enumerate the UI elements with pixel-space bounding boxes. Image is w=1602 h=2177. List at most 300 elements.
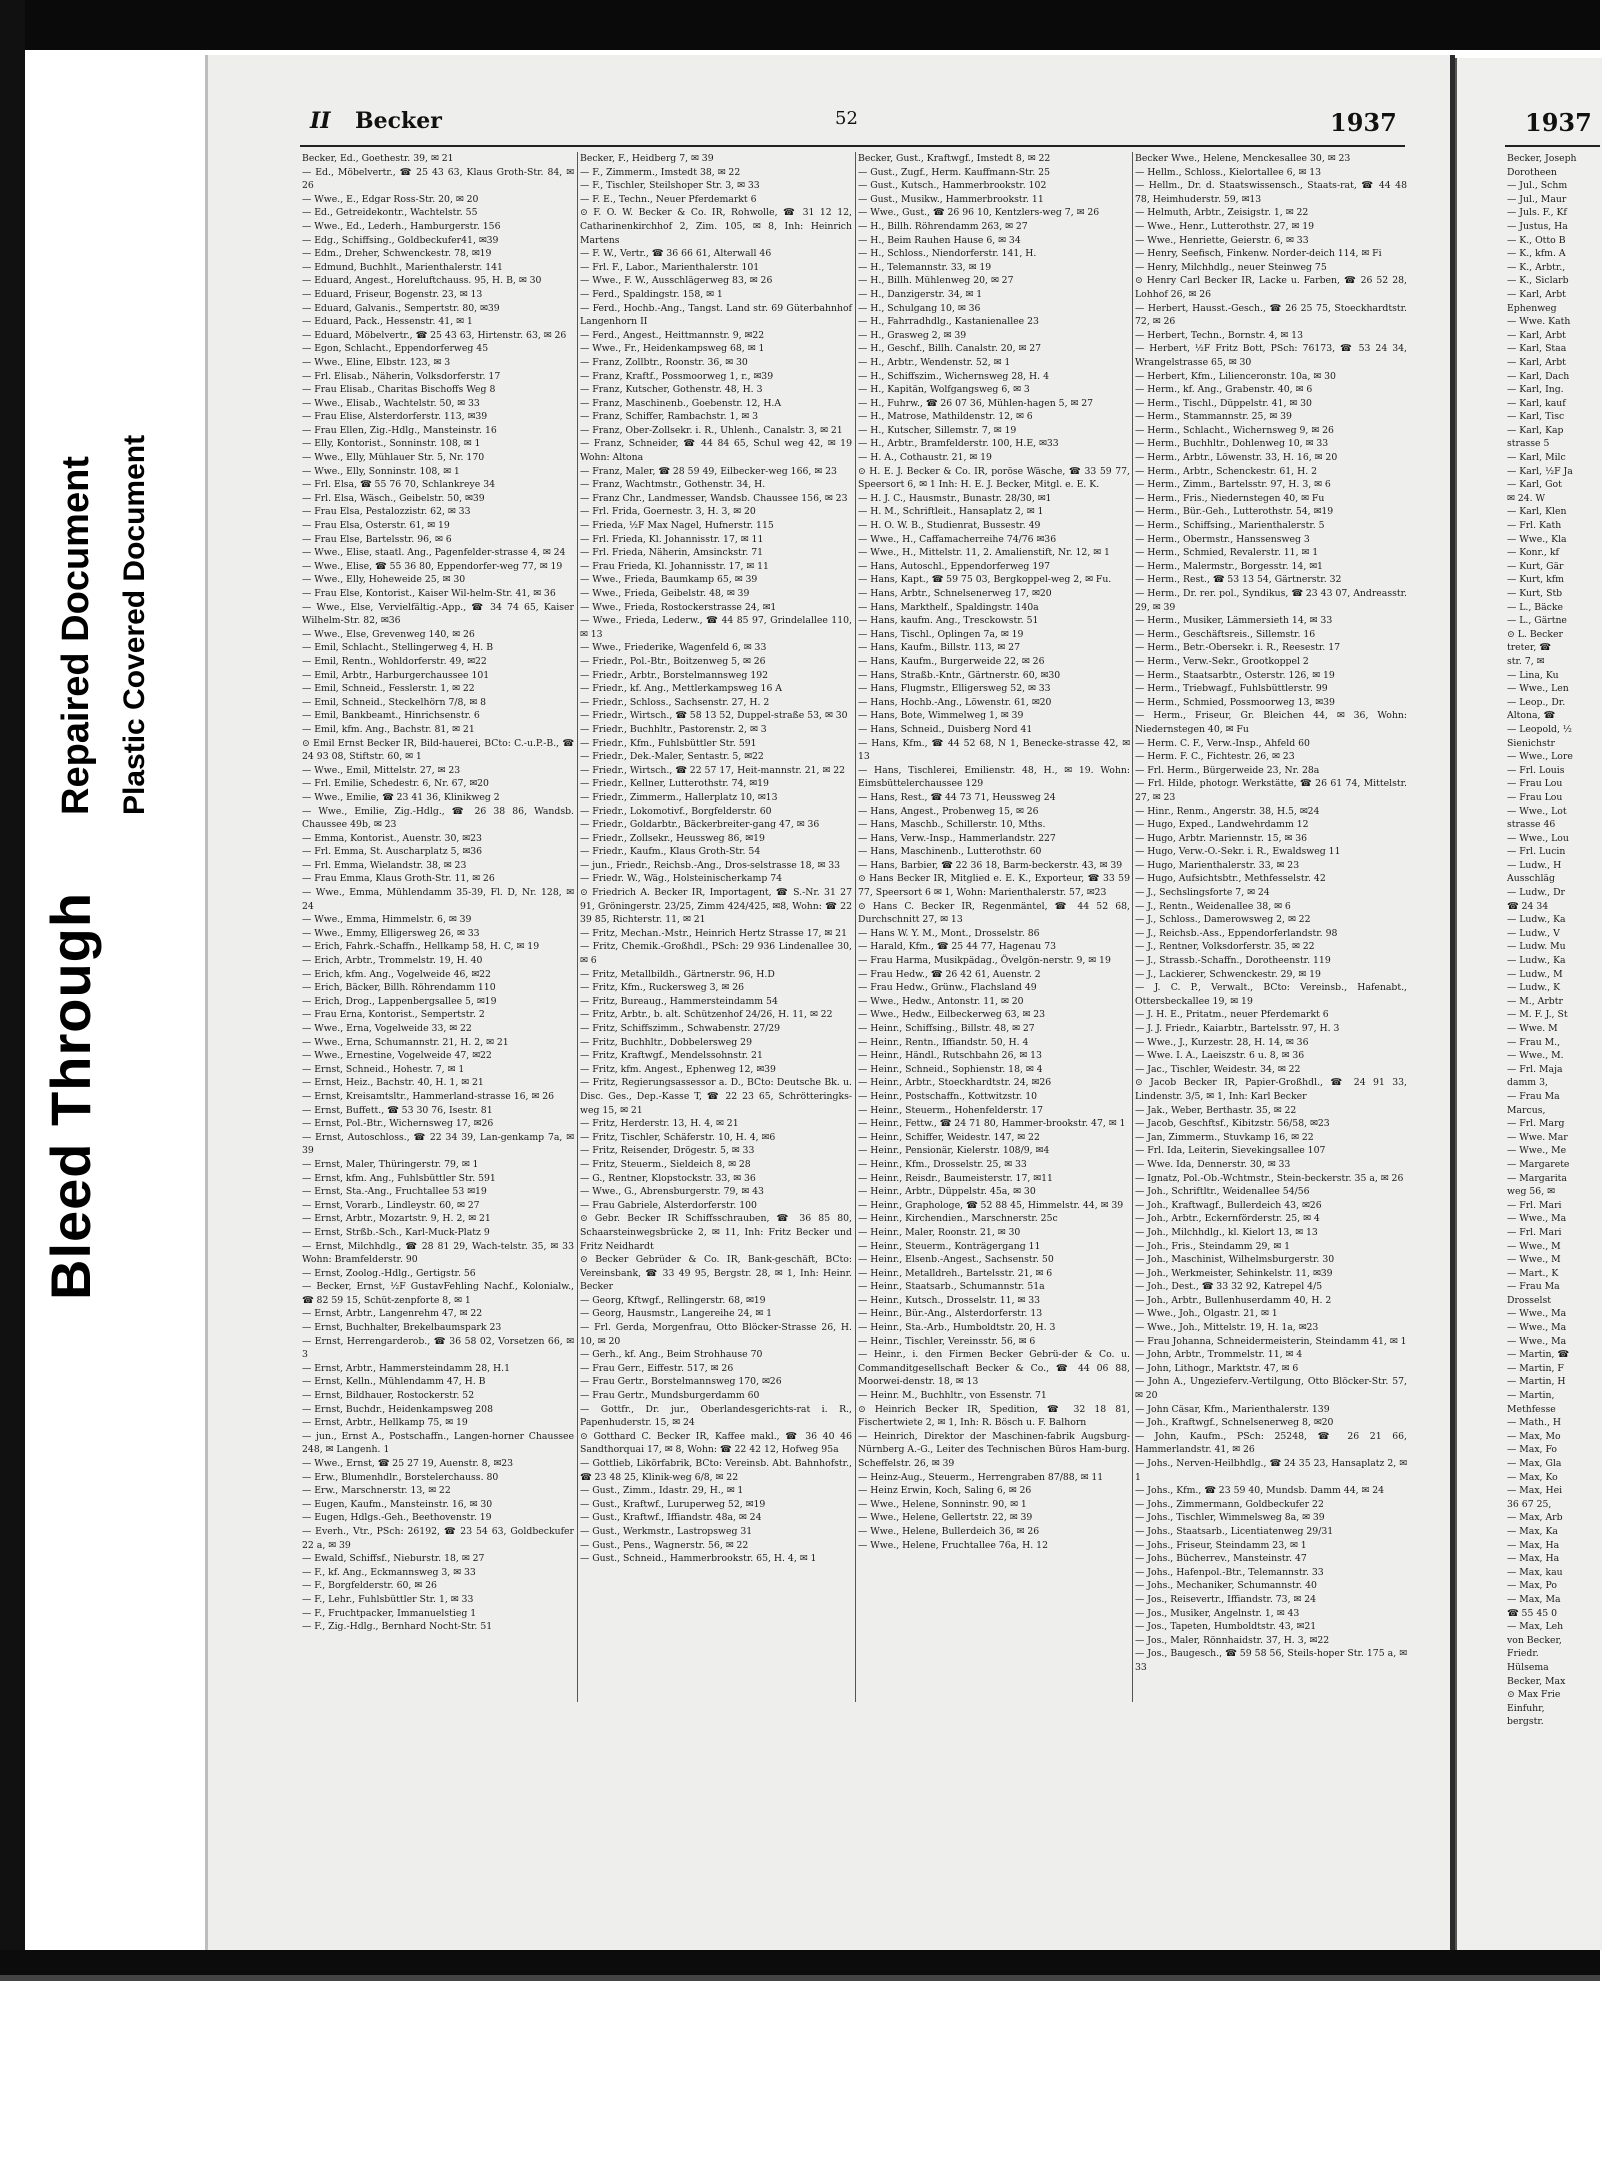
directory-entry: ⊙ F. O. W. Becker & Co. IR, Rohwolle, ☎ 31 12 12, Catharinenkirchhof 2, Zim. 105, ✉ 8, Inh: Heinrich Martens bbox=[580, 207, 852, 246]
directory-entry: — Edm., Dreher, Schwenckestr. 78, ✉19 bbox=[302, 248, 492, 260]
directory-entry: — Fritz, Herderstr. 13, H. 4, ✉ 21 bbox=[580, 1118, 739, 1130]
directory-entry: — F., Zig.-Hdlg., Bernhard Nocht-Str. 51 bbox=[302, 1621, 493, 1633]
directory-entry: — Wwe. I. A., Laeiszstr. 6 u. 8, ✉ 36 bbox=[1135, 1050, 1305, 1062]
directory-entry: — John Cäsar, Kfm., Marienthalerstr. 139 bbox=[1135, 1403, 1330, 1415]
directory-entry: — Wwe., Emma, Himmelstr. 6, ✉ 39 bbox=[302, 914, 472, 926]
directory-entry: — Heinr., Steuerm., Hohenfelderstr. 17 bbox=[858, 1104, 1043, 1116]
facing-page-entry: — M., Arbtr bbox=[1507, 995, 1563, 1007]
directory-entry: — Wwe., Else, Grevenweg 140, ✉ 26 bbox=[302, 628, 475, 640]
directory-entry: — Wwe., Elisab., Wachtelstr. 50, ✉ 33 bbox=[302, 397, 480, 409]
directory-entry: — Wwe., Else, Vervielfältig.-App., ☎ 34 74 65, Kaiser Wilhelm-Str. 82, ✉36 bbox=[302, 601, 574, 627]
directory-entry: — Wwe., Eline, Elbstr. 123, ✉ 3 bbox=[302, 356, 451, 368]
directory-entry: — Jan, Zimmerm., Stuvkamp 16, ✉ 22 bbox=[1135, 1131, 1314, 1143]
repaired-document-label: Repaired Document bbox=[55, 456, 97, 815]
directory-entry: — Ernst, Strßb.-Sch., Karl-Muck-Platz 9 bbox=[302, 1226, 490, 1238]
directory-entry: — Ernst, Arbtr., Mozartstr. 9, H. 2, ✉ 21 bbox=[302, 1213, 491, 1225]
directory-entry: — Heinr., Händl., Rutschbahn 26, ✉ 13 bbox=[858, 1050, 1042, 1062]
facing-page-entry: strasse 5 bbox=[1507, 438, 1550, 450]
directory-entry: — Johs., Mechaniker, Schumannstr. 40 bbox=[1135, 1580, 1317, 1592]
directory-column-3 bbox=[858, 152, 1130, 1702]
facing-year-label: 1937 bbox=[1525, 108, 1592, 137]
directory-entry: — J., Rentner, Volksdorferstr. 35, ✉ 22 bbox=[1135, 941, 1315, 953]
directory-entry: — Hinr., Renm., Angerstr. 38, H.5, ✉24 bbox=[1135, 805, 1320, 817]
directory-entry: — Erich, Arbtr., Trommelstr. 19, H. 40 bbox=[302, 955, 483, 967]
facing-page-entry: — Math., H bbox=[1507, 1417, 1562, 1429]
facing-page-entry: — Ludw., Dr bbox=[1507, 887, 1565, 899]
directory-entry: — Joh., Dest., ☎ 33 32 92, Katrepel 4/5 bbox=[1135, 1281, 1323, 1293]
directory-entry: — Friedr., Arbtr., Borstelmannsweg 192 bbox=[580, 669, 769, 681]
scan-frame-top bbox=[0, 0, 1600, 50]
facing-page-entry: — Karl, kauf bbox=[1507, 397, 1566, 409]
directory-entry: — Hans, Straßb.-Kntr., Gärtnerstr. 60, ✉30 bbox=[858, 669, 1061, 681]
facing-page-entry: — Juls. F., Kf bbox=[1507, 207, 1567, 219]
directory-entry: — Herm. F. C., Fichtestr. 26, ✉ 23 bbox=[1135, 751, 1295, 763]
directory-entry: — Frau Gabriele, Alsterdorferstr. 100 bbox=[580, 1199, 757, 1211]
directory-entry: — Johs., Tischler, Wimmelsweg 8a, ✉ 39 bbox=[1135, 1512, 1325, 1524]
facing-page-entry: strasse 46 bbox=[1507, 819, 1556, 831]
facing-page-entry: — Max, Hei bbox=[1507, 1485, 1563, 1497]
directory-entry: — Heinr., Metalldreh., Bartelsstr. 21, ✉ 6 bbox=[858, 1267, 1053, 1279]
directory-entry: — Frl. Frieda, Näherin, Amsinckstr. 71 bbox=[580, 547, 764, 559]
directory-entry: — J. H. E., Pritatm., neuer Pferdemarkt 6 bbox=[1135, 1009, 1329, 1021]
page-number: 52 bbox=[835, 108, 858, 129]
directory-entry: — Frl. Ida, Leiterin, Sievekingsallee 107 bbox=[1135, 1145, 1326, 1157]
directory-entry: — Joh., Werkmeister, Sehinkelstr. 11, ✉39 bbox=[1135, 1267, 1333, 1279]
directory-entry: — Joh., Kraftwgf., Schnelsenerweg 8, ✉20 bbox=[1135, 1417, 1334, 1429]
directory-entry: — Wwe., Helene, Bullerdeich 36, ✉ 26 bbox=[858, 1525, 1040, 1537]
directory-entry: — Hans, Tischl., Oplingen 7a, ✉ 19 bbox=[858, 628, 1024, 640]
facing-page-entry: — Frau Lou bbox=[1507, 791, 1563, 803]
directory-entry: — Frau Elsa, Osterstr. 61, ✉ 19 bbox=[302, 520, 450, 532]
directory-entry: — Jos., Maler, Rönnhaidstr. 37, H. 3, ✉22 bbox=[1135, 1634, 1330, 1646]
facing-page-entry: — Martin, ☎ bbox=[1507, 1349, 1569, 1361]
directory-entry: — Herm. C. F., Verw.-Insp., Ahfeld 60 bbox=[1135, 737, 1310, 749]
directory-entry: — Wwe., Helene, Sonninstr. 90, ✉ 1 bbox=[858, 1498, 1027, 1510]
directory-entry: — Jac., Tischler, Weidestr. 34, ✉ 22 bbox=[1135, 1063, 1301, 1075]
directory-entry: — Joh., Kraftwagf., Bullerdeich 43, ✉26 bbox=[1135, 1199, 1322, 1211]
facing-page-entry: — Frl. Louis bbox=[1507, 764, 1565, 776]
facing-page-entry: — Max, Fo bbox=[1507, 1444, 1558, 1456]
directory-entry: — Heinr., Bür.-Ang., Alsterdorferstr. 13 bbox=[858, 1308, 1043, 1320]
directory-entry: — Wwe., Joh., Olgastr. 21, ✉ 1 bbox=[1135, 1308, 1278, 1320]
year-label: 1937 bbox=[1330, 108, 1397, 137]
directory-entry: — Frau Gerr., Eiffestr. 517, ✉ 26 bbox=[580, 1362, 734, 1374]
facing-page-entry: ☎ 55 45 0 bbox=[1507, 1607, 1558, 1619]
directory-entry: — Gust., Kraftwf., Iffiandstr. 48a, ✉ 24 bbox=[580, 1512, 762, 1524]
directory-entry: — Wwe., Joh., Mittelstr. 19, H. 1a, ✉23 bbox=[1135, 1322, 1319, 1334]
facing-page-entry: Hülsema bbox=[1507, 1661, 1549, 1673]
directory-entry: — Joh., Milchhdlg., kl. Kielort 13, ✉ 13 bbox=[1135, 1226, 1318, 1238]
facing-page-entry: — Wwe., M bbox=[1507, 1240, 1561, 1252]
directory-entry: — Wwe., Elly, Sonninstr. 108, ✉ 1 bbox=[302, 465, 460, 477]
directory-entry: — Herm., Zimm., Bartelsstr. 97, H. 3, ✉ 6 bbox=[1135, 479, 1331, 491]
directory-entry: — Frl. Elsa, ☎ 55 76 70, Schlankreye 34 bbox=[302, 479, 496, 491]
directory-entry: — Eduard, Friseur, Bogenstr. 23, ✉ 13 bbox=[302, 288, 483, 300]
facing-page-entry: — Leop., Dr. bbox=[1507, 696, 1566, 708]
directory-entry: Becker Wwe., Helene, Menckesallee 30, ✉ 23 bbox=[1135, 153, 1351, 164]
directory-entry: — Ernst, Buchhalter, Brekelbaumspark 23 bbox=[302, 1322, 502, 1334]
directory-entry: — Franz, Kutscher, Gothenstr. 48, H. 3 bbox=[580, 384, 763, 396]
facing-page-entry: — Karl, Kap bbox=[1507, 424, 1564, 436]
directory-entry: — J., Sechslingsforte 7, ✉ 24 bbox=[1135, 887, 1270, 899]
directory-entry: — Frl. Frieda, Kl. Johannisstr. 17, ✉ 11 bbox=[580, 533, 764, 545]
directory-entry: — Herbert, ½F Fritz Bott, PSch: 76173, ☎ 53 24 34, Wrangelstrasse 65, ✉ 30 bbox=[1135, 343, 1407, 368]
directory-entry: — F., kf. Ang., Eckmannsweg 3, ✉ 33 bbox=[302, 1566, 476, 1578]
directory-entry: — Frl. F., Labor., Marienthalerstr. 101 bbox=[580, 261, 760, 273]
facing-page-entry: — K., Arbtr., bbox=[1507, 261, 1566, 273]
directory-entry: — Ernst, Maler, Thüringerstr. 79, ✉ 1 bbox=[302, 1158, 479, 1170]
directory-entry: — jun., Ernst A., Postschaffn., Langen-horner Chaussee 248, ✉ Langenh. 1 bbox=[302, 1430, 574, 1456]
directory-entry: — Wwe., Elise, ☎ 55 36 80, Eppendorfer-weg 77, ✉ 19 bbox=[302, 560, 563, 572]
directory-entry: — Friedr., Buchhltr., Pastorenstr. 2, ✉ 3 bbox=[580, 723, 767, 735]
directory-entry: — H., Billh. Mühlenweg 20, ✉ 27 bbox=[858, 275, 1014, 287]
directory-entry: ⊙ Hans C. Becker IR, Regenmäntel, ☎ 44 52 68, Durchschnitt 27, ✉ 13 bbox=[858, 900, 1130, 926]
facing-page-entry: — Frl. Marg bbox=[1507, 1118, 1565, 1130]
facing-page-entry: Einfuhr, bbox=[1507, 1702, 1545, 1714]
directory-entry: — Franz, Maschinenb., Goebenstr. 12, H.A bbox=[580, 397, 782, 409]
directory-entry: — Fritz, Schiffszimm., Schwabenstr. 27/29 bbox=[580, 1023, 781, 1034]
directory-entry: — Fritz, Reisender, Drögestr. 5, ✉ 33 bbox=[580, 1145, 755, 1157]
directory-entry: — Heinr., Kirchendien., Marschnerstr. 25c bbox=[858, 1213, 1058, 1225]
directory-entry: ⊙ Heinrich Becker IR, Spedition, ☎ 32 18 81, Fischertwiete 2, ✉ 1, Inh: R. Bösch u. F. Balhorn bbox=[858, 1403, 1130, 1429]
directory-entry: — Joh., Schriftltr., Weidenallee 54/56 bbox=[1135, 1186, 1310, 1198]
facing-page-entry: — Kurt, kfm bbox=[1507, 574, 1564, 586]
facing-page-entry: — Karl, Arbt bbox=[1507, 288, 1566, 300]
directory-entry: — J. J. Friedr., Kaiarbtr., Bartelsstr. 97, H. 3 bbox=[1135, 1023, 1340, 1034]
directory-entry: — Hans, Maschb., Schillerstr. 10, Mths. bbox=[858, 819, 1046, 831]
directory-entry: — Gust., Pens., Wagnerstr. 56, ✉ 22 bbox=[580, 1539, 749, 1551]
facing-page-entry: — Wwe., Len bbox=[1507, 683, 1569, 695]
directory-entry: — Herm., Friseur, Gr. Bleichen 44, ✉ 36, Wohn: Niedernstegen 40, ✉ Fu bbox=[1135, 710, 1407, 735]
facing-page-entry: ⊙ L. Becker bbox=[1507, 628, 1563, 640]
directory-entry: — Fritz, Metallbildh., Gärtnerstr. 96, H.D bbox=[580, 968, 775, 980]
directory-entry: — Frau Else, Bartelsstr. 96, ✉ 6 bbox=[302, 533, 452, 545]
directory-entry: — Wwe., Helene, Gellertstr. 22, ✉ 39 bbox=[858, 1512, 1033, 1524]
directory-entry: — Wwe., Emilie, ☎ 23 41 36, Klinikweg 2 bbox=[302, 791, 500, 803]
directory-entry: — Wwe., J., Kurzestr. 28, H. 14, ✉ 36 bbox=[1135, 1036, 1309, 1048]
directory-entry: — Ernst, Arbtr., Hammersteindamm 28, H.1 bbox=[302, 1362, 511, 1374]
directory-entry: — Jos., Baugesch., ☎ 59 58 56, Steils-hoper Str. 175 a, ✉ 33 bbox=[1135, 1648, 1407, 1673]
directory-entry: — F. W., Vertr., ☎ 36 66 61, Alterwall 46 bbox=[580, 248, 772, 260]
directory-entry: — Emil, Rentn., Wohldorferstr. 49, ✉22 bbox=[302, 655, 487, 667]
directory-entry: — Herm., Musiker, Lämmersieth 14, ✉ 33 bbox=[1135, 615, 1333, 627]
directory-entry: — Fritz, Steuerm., Sieldeich 8, ✉ 28 bbox=[580, 1158, 751, 1170]
directory-entry: — Hans, Flugmstr., Elligersweg 52, ✉ 33 bbox=[858, 683, 1051, 695]
directory-entry: — Heinr., Sta.-Arb., Humboldtstr. 20, H. 3 bbox=[858, 1322, 1056, 1334]
bleed-through-label: Bleed Through bbox=[39, 891, 102, 1300]
directory-entry: — Frl. Emma, St. Auscharplatz 5, ✉36 bbox=[302, 846, 483, 858]
facing-page-entry: — Max, Ko bbox=[1507, 1471, 1558, 1483]
directory-entry: — H., Schloss., Niendorferstr. 141, H. bbox=[858, 248, 1037, 260]
directory-entry: ⊙ Hans Becker IR, Mitglied e. E. K., Exporteur, ☎ 33 59 77, Speersort 6 ✉ 1, Wohn: Marienthalerstr. 57, ✉23 bbox=[858, 873, 1130, 899]
directory-entry: — J. C. P., Verwalt., BCto: Vereinsb., Hafenabt., Ottersbeckallee 19, ✉ 19 bbox=[1135, 982, 1407, 1007]
facing-page-entry: — K., Siclarb bbox=[1507, 275, 1569, 287]
directory-entry: — F., Lehr., Fuhlsbüttler Str. 1, ✉ 33 bbox=[302, 1593, 474, 1605]
directory-entry: — Gust., Schneid., Hammerbrookstr. 65, H. 4, ✉ 1 bbox=[580, 1553, 817, 1565]
facing-page-entry: — Wwe., Ma bbox=[1507, 1213, 1567, 1225]
directory-entry: — Joh., Arbtr., Eckernförderstr. 25, ✉ 4 bbox=[1135, 1213, 1320, 1225]
directory-entry: — Heinr., Arbtr., Düppelstr. 45a, ✉ 30 bbox=[858, 1186, 1036, 1198]
directory-entry: — Friedr., Dek.-Maler, Sentastr. 5, ✉22 bbox=[580, 751, 764, 763]
directory-entry: ⊙ Gotthard C. Becker IR, Kaffee makl., ☎ 36 40 46 Sandthorquai 17, ✉ 8, Wohn: ☎ 22 42 12, Hofweg 95a bbox=[580, 1430, 852, 1456]
directory-column-1 bbox=[302, 152, 574, 1702]
directory-entry: — Heinr., Pensionär, Kielerstr. 108/9, ✉4 bbox=[858, 1145, 1050, 1157]
directory-entry: — Frau Johanna, Schneidermeisterin, Steindamm 41, ✉ 1 bbox=[1135, 1335, 1407, 1347]
directory-entry: — Heinr., Schiffer, Weidestr. 147, ✉ 22 bbox=[858, 1131, 1040, 1143]
facing-page-entry: — K., kfm. A bbox=[1507, 248, 1566, 260]
directory-entry: — Franz, Schiffer, Rambachstr. 1, ✉ 3 bbox=[580, 411, 759, 423]
directory-entry: Becker, F., Heidberg 7, ✉ 39 bbox=[580, 153, 714, 164]
directory-entry: — Frl. Emma, Wielandstr. 38, ✉ 23 bbox=[302, 859, 467, 871]
directory-entry: — Hans, Kaufm., Burgerweide 22, ✉ 26 bbox=[858, 655, 1045, 667]
directory-entry: — Emil, Bankbeamt., Hinrichsenstr. 6 bbox=[302, 710, 480, 722]
directory-entry: — Ed., Möbelvertr., ☎ 25 43 63, Klaus Groth-Str. 84, ✉ 26 bbox=[302, 166, 574, 192]
directory-entry: — Herm., Staatsarbtr., Osterstr. 126, ✉ 19 bbox=[1135, 669, 1335, 681]
facing-page-column bbox=[1507, 152, 1600, 1728]
facing-page-entry: Friedr. bbox=[1507, 1648, 1539, 1660]
directory-entry: — Gust., Zimm., Idastr. 29, H., ✉ 1 bbox=[580, 1485, 744, 1497]
directory-entry: — Ferd., Hochb.-Ang., Tangst. Land str. 69 Güterbahnhof Langenhorn II bbox=[580, 302, 852, 328]
facing-page-entry: Altona, ☎ bbox=[1507, 710, 1556, 722]
directory-entry: — Frau Elsa, Pestalozzistr. 62, ✉ 33 bbox=[302, 506, 471, 518]
facing-page-entry: von Becker, bbox=[1507, 1634, 1562, 1646]
directory-entry: — Franz, Zollbtr., Roonstr. 36, ✉ 30 bbox=[580, 356, 748, 368]
directory-entry: — Heinr., Steuerm., Konträgergang 11 bbox=[858, 1240, 1041, 1252]
directory-entry: — Wwe., Elise, staatl. Ang., Pagenfelder-strasse 4, ✉ 24 bbox=[302, 547, 566, 559]
directory-entry: — Herm., Triebwagf., Fuhlsbüttlerstr. 99 bbox=[1135, 683, 1328, 695]
directory-entry: — Wwe., Emmy, Elligersweg 26, ✉ 33 bbox=[302, 927, 480, 939]
directory-entry: — Georg, Hausmstr., Langereihe 24, ✉ 1 bbox=[580, 1308, 773, 1320]
directory-entry: — F., Zimmerm., Imstedt 38, ✉ 22 bbox=[580, 166, 741, 178]
facing-page-entry: Ausschläg bbox=[1507, 873, 1555, 885]
directory-entry: — Emma, Kontorist., Auenstr. 30, ✉23 bbox=[302, 832, 482, 844]
directory-entry: — H., Kapitän, Wolfgangsweg 6, ✉ 3 bbox=[858, 384, 1030, 396]
facing-page-entry: — Wwe., Lou bbox=[1507, 832, 1569, 844]
directory-entry: — Frau Elise, Alsterdorferstr. 113, ✉39 bbox=[302, 411, 488, 423]
directory-entry: — Herm., Verw.-Sekr., Grootkoppel 2 bbox=[1135, 655, 1309, 667]
directory-entry: — Wwe., Erna, Schumannstr. 21, H. 2, ✉ 21 bbox=[302, 1036, 509, 1048]
facing-page-entry: weg 56, ✉ bbox=[1507, 1186, 1555, 1198]
scan-frame-left bbox=[0, 0, 25, 1975]
directory-entry: — Jacob, Geschftsf., Kibitzstr. 56/58, ✉23 bbox=[1135, 1118, 1330, 1130]
facing-page-entry: — Justus, Ha bbox=[1507, 220, 1568, 232]
directory-entry: — Herm., Arbtr., Schenckestr. 61, H. 2 bbox=[1135, 465, 1318, 477]
directory-entry: — Herm., Betr.-Obersekr. i. R., Reesestr. 17 bbox=[1135, 642, 1341, 654]
facing-page-entry: — Wwe., Ma bbox=[1507, 1308, 1567, 1320]
directory-entry: ⊙ Gebr. Becker IR Schiffsschrauben, ☎ 36 85 80, Schaarsteinwegsbrücke 2, ✉ 11, Inh: Fritz Becker und Fritz Neidhardt bbox=[580, 1213, 852, 1252]
directory-entry: — H., Arbtr., Bramfelderstr. 100, H.E, ✉33 bbox=[858, 438, 1059, 450]
directory-entry: — Hans, Autoschl., Eppendorferweg 197 bbox=[858, 560, 1051, 572]
directory-entry: — J., Schloss., Damerowsweg 2, ✉ 22 bbox=[1135, 914, 1311, 926]
directory-entry: — Heinz-Aug., Steuerm., Herrengraben 87/88, ✉ 11 bbox=[858, 1471, 1104, 1483]
facing-page-entry: — Max, Ha bbox=[1507, 1553, 1560, 1565]
directory-entry: — Heinr., i. den Firmen Becker Gebrü-der & Co. u. Commanditgesellschaft Becker & Co., ☎ 44 06 88, Moorwei-denstr. 18, ✉ 13 bbox=[858, 1349, 1130, 1388]
directory-entry: — Herm., Tischl., Düppelstr. 41, ✉ 30 bbox=[1135, 397, 1312, 409]
directory-entry: — Hans, Rest., ☎ 44 73 71, Heussweg 24 bbox=[858, 791, 1056, 803]
facing-page-entry: — Wwe., Ma bbox=[1507, 1335, 1567, 1347]
directory-entry: — Friedr., Schloss., Sachsenstr. 27, H. 2 bbox=[580, 696, 770, 708]
facing-page-entry: — Max, Leh bbox=[1507, 1621, 1564, 1633]
directory-entry: — Franz, Schneider, ☎ 44 84 65, Schul weg 42, ✉ 19 Wohn: Altona bbox=[580, 438, 852, 464]
directory-entry: — H., Telemannstr. 33, ✉ 19 bbox=[858, 261, 992, 273]
directory-entry: — Wwe., Ernestine, Vogelweide 47, ✉22 bbox=[302, 1050, 492, 1062]
facing-page-entry: — Wwe., Lot bbox=[1507, 805, 1567, 817]
facing-page-entry: Becker, Max bbox=[1507, 1675, 1566, 1687]
directory-entry: — Erich, Bäcker, Billh. Röhrendamm 110 bbox=[302, 982, 496, 994]
directory-entry: — Herm., Fris., Niedernstegen 40, ✉ Fu bbox=[1135, 492, 1325, 504]
directory-entry: — Gust., Kraftwf., Luruperweg 52, ✉19 bbox=[580, 1498, 766, 1510]
facing-page-entry: — Wwe., M. bbox=[1507, 1050, 1564, 1062]
directory-entry: — Emil, Schlacht., Stellingerweg 4, H. B bbox=[302, 642, 494, 654]
directory-entry: — Herbert, Techn., Bornstr. 4, ✉ 13 bbox=[1135, 329, 1303, 341]
directory-entry: — Ferd., Spaldingstr. 158, ✉ 1 bbox=[580, 288, 723, 300]
directory-entry: — Hans, Tischlerei, Emilienstr. 48, H., ✉ 19. Wohn: Eimsbüttelerchaussee 129 bbox=[858, 764, 1130, 790]
directory-entry: — Friedr., Zimmerm., Hallerplatz 10, ✉13 bbox=[580, 791, 778, 803]
directory-entry: — Ernst, Schneid., Hohestr. 7, ✉ 1 bbox=[302, 1063, 465, 1075]
facing-page-entry: — Max, Gla bbox=[1507, 1458, 1562, 1469]
directory-entry: — Wwe., G., Abrensburgerstr. 79, ✉ 43 bbox=[580, 1186, 764, 1198]
directory-entry: — Heinr., Maler, Roonstr. 21, ✉ 30 bbox=[858, 1226, 1021, 1238]
directory-entry: — Heinr., Fettw., ☎ 24 71 80, Hammer-brookstr. 47, ✉ 1 bbox=[858, 1118, 1126, 1130]
facing-page-entry: — Ludw. Mu bbox=[1507, 941, 1566, 953]
facing-page-entry: — Martin, H bbox=[1507, 1376, 1566, 1388]
directory-entry: — Wwe., Emilie, Zig.-Hdlg., ☎ 26 38 86, Wandsb. Chaussee 49b, ✉ 23 bbox=[302, 805, 574, 831]
directory-entry: — Erich, kfm. Ang., Vogelweide 46, ✉22 bbox=[302, 968, 491, 980]
header-rule bbox=[300, 145, 1405, 147]
directory-entry: — H., Fuhrw., ☎ 26 07 36, Mühlen-hagen 5, ✉ 27 bbox=[858, 397, 1094, 409]
directory-entry: — Frl. Elsa, Wäsch., Geibelstr. 50, ✉39 bbox=[302, 492, 485, 504]
facing-page-entry: — Lina, Ku bbox=[1507, 669, 1559, 681]
facing-page-entry: — Max, Mo bbox=[1507, 1430, 1561, 1442]
directory-entry: — Ernst, Pol.-Btr., Wichernsweg 17, ✉26 bbox=[302, 1118, 494, 1130]
directory-entry: — Hans, Schneid., Duisberg Nord 41 bbox=[858, 723, 1033, 735]
facing-page-entry: — Wwe., Kla bbox=[1507, 533, 1567, 545]
directory-entry: — Herm., Malermstr., Borgesstr. 14, ✉1 bbox=[1135, 560, 1323, 572]
directory-entry: — Johs., Bücherrev., Mansteinstr. 47 bbox=[1135, 1553, 1307, 1565]
directory-entry: — Wwe., Helene, Fruchtallee 76a, H. 12 bbox=[858, 1539, 1049, 1551]
facing-page-entry: — Wwe., Me bbox=[1507, 1145, 1567, 1157]
directory-entry: — Hans, Arbtr., Schnelsenerweg 17, ✉20 bbox=[858, 588, 1052, 599]
directory-entry: — Frau Ellen, Zig.-Hdlg., Mansteinstr. 16 bbox=[302, 424, 497, 436]
facing-page-entry: — Margarete bbox=[1507, 1158, 1570, 1170]
directory-entry: — jun., Friedr., Reichsb.-Ang., Dros-selstrasse 18, ✉ 33 bbox=[580, 859, 841, 871]
facing-page-entry: ⊙ Max Frie bbox=[1507, 1689, 1561, 1701]
facing-page-entry: — Kurt, Gär bbox=[1507, 560, 1564, 572]
directory-entry: — Ernst, Buchdr., Heidenkampsweg 208 bbox=[302, 1403, 493, 1415]
directory-entry: — Johs., Friseur, Steindamm 23, ✉ 1 bbox=[1135, 1539, 1307, 1551]
directory-entry: — Fritz, Buchhltr., Dobbelersweg 29 bbox=[580, 1036, 753, 1048]
directory-entry: — Wwe., Erna, Vogelweide 33, ✉ 22 bbox=[302, 1023, 472, 1034]
directory-entry: ⊙ Becker Gebrüder & Co. IR, Bank-geschäft, BCto: Vereinsbank, ☎ 33 49 95, Bergstr. 28, ✉ 1, Inh: Heinr. Becker bbox=[580, 1254, 852, 1293]
scan-frame-bottom-edge bbox=[0, 1975, 1600, 1981]
directory-entry: — Herm., Bür.-Geh., Lutterothstr. 54, ✉19 bbox=[1135, 506, 1334, 518]
directory-entry: ⊙ Henry Carl Becker IR, Lacke u. Farben, ☎ 26 52 28, Lohhof 26, ✉ 26 bbox=[1135, 275, 1407, 300]
facing-page-entry: Dorotheen bbox=[1507, 166, 1557, 178]
facing-page-entry: — Ludw., M bbox=[1507, 968, 1563, 980]
directory-entry: — H. O. W. B., Studienrat, Bussestr. 49 bbox=[858, 520, 1041, 532]
directory-entry: — Fritz, Arbtr., b. alt. Schützenhof 24/26, H. 11, ✉ 22 bbox=[580, 1009, 833, 1021]
directory-entry: — Ernst, Arbtr., Langenrehm 47, ✉ 22 bbox=[302, 1308, 483, 1320]
directory-entry: — Wwe., H., Caffamacherreihe 74/76 ✉36 bbox=[858, 533, 1057, 545]
directory-entry: — Johs., Staatsarb., Licentiatenweg 29/31 bbox=[1135, 1525, 1334, 1537]
directory-entry: — Wwe., Henr., Lutterothstr. 27, ✉ 19 bbox=[1135, 220, 1315, 232]
directory-entry: — Frau Hedw., Grünw., Flachsland 49 bbox=[858, 982, 1037, 994]
directory-entry: — Ernst, Arbtr., Hellkamp 75, ✉ 19 bbox=[302, 1417, 468, 1429]
directory-entry: — Heinr. M., Buchhltr., von Essenstr. 71 bbox=[858, 1390, 1047, 1402]
directory-entry: — J., Lackierer, Schwenckestr. 29, ✉ 19 bbox=[1135, 968, 1321, 980]
directory-entry: — Friedr., Wirtsch., ☎ 22 57 17, Heit-mannstr. 21, ✉ 22 bbox=[580, 764, 846, 776]
directory-entry: — Jos., Reisevertr., Iffiandstr. 73, ✉ 24 bbox=[1135, 1593, 1317, 1605]
directory-entry: — Wwe., Frieda, Baumkamp 65, ✉ 39 bbox=[580, 574, 758, 586]
directory-entry: — Ernst, Autoschloss., ☎ 22 34 39, Lan-genkamp 7a, ✉ 39 bbox=[302, 1131, 574, 1157]
directory-entry: — Friedr., Wirtsch., ☎ 58 13 52, Duppel-straße 53, ✉ 30 bbox=[580, 710, 848, 722]
directory-entry: — Franz, Wachtmstr., Gothenstr. 34, H. bbox=[580, 479, 766, 491]
scan-frame-bottom bbox=[0, 1950, 1600, 1975]
directory-entry: — Heinr., Reisdr., Baumeisterstr. 17, ✉11 bbox=[858, 1172, 1053, 1184]
directory-entry: — Herm., Schlacht., Wichernsweg 9, ✉ 26 bbox=[1135, 424, 1334, 436]
directory-entry: — Gust., Zugf., Herm. Kauffmann-Str. 25 bbox=[858, 166, 1051, 178]
facing-page-entry: — Wwe. M bbox=[1507, 1023, 1558, 1034]
directory-entry: — Hellm., Schloss., Kielortallee 6, ✉ 13 bbox=[1135, 166, 1322, 178]
facing-page-entry: — Karl, Dach bbox=[1507, 370, 1570, 382]
facing-page-entry: — Wwe., M bbox=[1507, 1254, 1561, 1266]
directory-entry: — F. E., Techn., Neuer Pferdemarkt 6 bbox=[580, 193, 757, 205]
directory-entry: — F., Borgfelderstr. 60, ✉ 26 bbox=[302, 1580, 437, 1592]
directory-entry: — Friedr., Kfm., Fuhlsbüttler Str. 591 bbox=[580, 737, 757, 749]
facing-page-entry: — M. F. J., St bbox=[1507, 1009, 1568, 1021]
directory-entry: — Jos., Tapeten, Humboldtstr. 43, ✉21 bbox=[1135, 1621, 1317, 1633]
facing-page-entry: — Karl, Arbt bbox=[1507, 329, 1566, 341]
facing-page-entry: — Mart., K bbox=[1507, 1267, 1559, 1279]
directory-entry: — Heinr., Arbtr., Stoeckhardtstr. 24, ✉26 bbox=[858, 1077, 1052, 1089]
directory-entry: — Frl. Hilde, photogr. Werkstätte, ☎ 26 61 74, Mittelstr. 27, ✉ 23 bbox=[1135, 778, 1407, 803]
directory-entry: — Hans, kaufm. Ang., Tresckowstr. 51 bbox=[858, 615, 1039, 627]
facing-page-entry: — Max, Ka bbox=[1507, 1525, 1558, 1537]
directory-entry: — Egon, Schlacht., Eppendorferweg 45 bbox=[302, 343, 489, 355]
directory-entry: — Wwe., F. W., Ausschlägerweg 83, ✉ 26 bbox=[580, 275, 773, 287]
directory-entry: — Ernst, Kelln., Mühlendamm 47, H. B bbox=[302, 1376, 486, 1388]
directory-entry: — J., Rentn., Weidenallee 38, ✉ 6 bbox=[1135, 900, 1291, 912]
facing-page-entry: treter, ☎ bbox=[1507, 642, 1551, 654]
directory-entry: — Heinr., Schiffsing., Billstr. 48, ✉ 27 bbox=[858, 1023, 1035, 1034]
directory-entry: — Eugen, Hdlgs.-Geh., Beethovenstr. 19 bbox=[302, 1512, 492, 1524]
directory-entry: — Ewald, Schiffsf., Nieburstr. 18, ✉ 27 bbox=[302, 1553, 485, 1565]
facing-page-entry: — Frau Ma bbox=[1507, 1090, 1560, 1102]
facing-page-entry: Ephenweg bbox=[1507, 302, 1557, 314]
volume-number: II bbox=[310, 108, 331, 134]
directory-entry: — Johs., Kfm., ☎ 23 59 40, Mundsb. Damm 44, ✉ 24 bbox=[1135, 1485, 1385, 1497]
directory-entry: — Hugo, Marienthalerstr. 33, ✉ 23 bbox=[1135, 859, 1300, 871]
directory-entry: — Hans W. Y. M., Mont., Drosselstr. 86 bbox=[858, 927, 1040, 939]
directory-entry: — Hugo, Arbtr. Mariennstr. 15, ✉ 36 bbox=[1135, 832, 1308, 844]
facing-header-rule bbox=[1505, 145, 1600, 147]
directory-entry: — Frl. Herm., Bürgerweide 23, Nr. 28a bbox=[1135, 764, 1320, 776]
directory-entry: — Eduard, Angest., Horeluftchauss. 95, H. B, ✉ 30 bbox=[302, 275, 542, 287]
directory-entry: — John, Arbtr., Trommelstr. 11, ✉ 4 bbox=[1135, 1349, 1303, 1361]
directory-entry: — Frau Elisab., Charitas Bischoffs Weg 8 bbox=[302, 384, 496, 396]
directory-entry: — H., Beim Rauhen Hause 6, ✉ 34 bbox=[858, 234, 1021, 246]
facing-page-entry: — L., Gärtne bbox=[1507, 615, 1567, 627]
directory-entry: — Becker, Ernst, ½F GustavFehling Nachf., Kolonialw., ☎ 82 59 15, Schüt-zenpforte 8, ✉ 1 bbox=[302, 1281, 574, 1306]
directory-entry: — Emil, Schneid., Steckelhörn 7/8, ✉ 8 bbox=[302, 696, 486, 708]
directory-entry: — Frau Hedw., ☎ 26 42 61, Auenstr. 2 bbox=[858, 968, 1041, 980]
directory-entry: — Herm., Schmied, Possmoorweg 13, ✉39 bbox=[1135, 696, 1335, 708]
directory-entry: — Herm., Dr. rer. pol., Syndikus, ☎ 23 43 07, Andreasstr. 29, ✉ 39 bbox=[1135, 588, 1407, 613]
directory-entry: ⊙ Jacob Becker IR, Papier-Großhdl., ☎ 24 91 33, Lindenstr. 3/5, ✉ 1, Inh: Karl Becker bbox=[1135, 1077, 1407, 1102]
directory-entry: — Wwe., Elly, Mühlauer Str. 5, Nr. 170 bbox=[302, 452, 485, 464]
directory-entry: — Erw., Blumenhdlr., Borstelerchauss. 80 bbox=[302, 1471, 499, 1483]
directory-entry: — Wwe., Ed., Lederh., Hamburgerstr. 156 bbox=[302, 220, 501, 232]
